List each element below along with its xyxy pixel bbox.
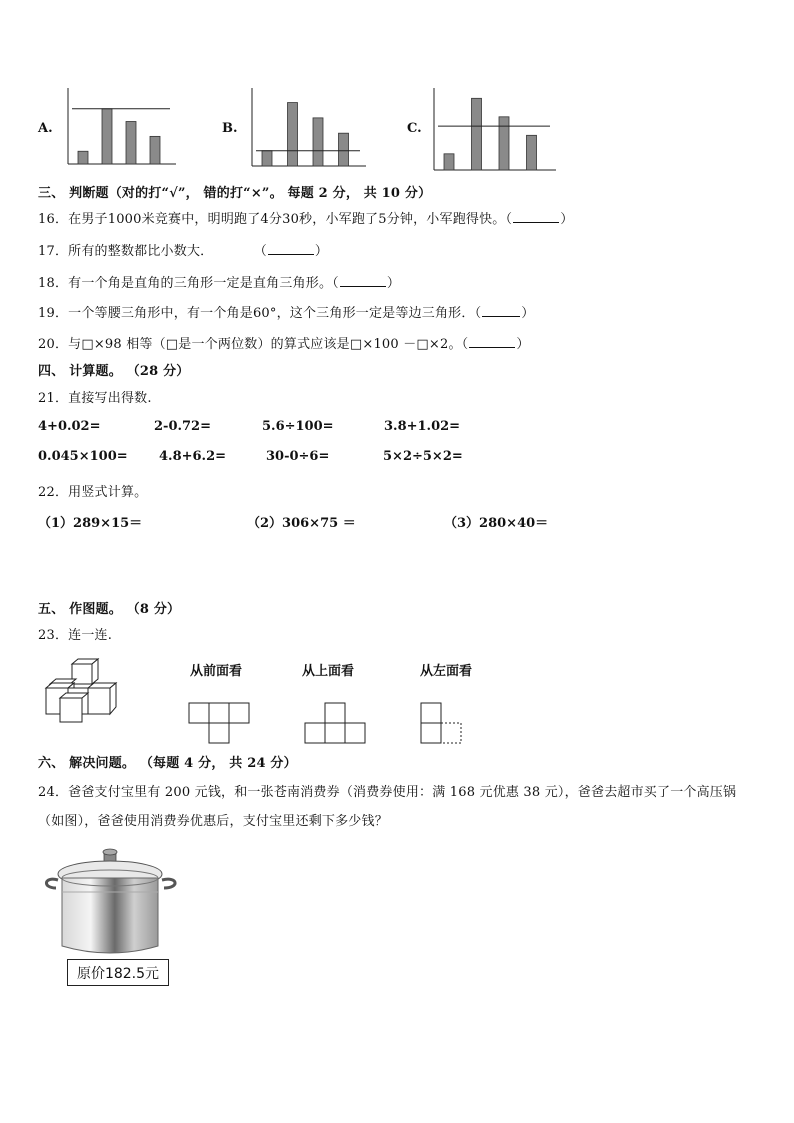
view-shape-2 (304, 702, 368, 746)
calc-1-3: 5.6÷100= (262, 419, 334, 434)
question-23: 23．连一连. (38, 628, 113, 643)
vertical-calc-3: （3）280×40＝ (444, 516, 549, 531)
question-19 (38, 302, 535, 321)
close-paren-16: ） (560, 212, 574, 227)
close-paren-20: ） (516, 337, 530, 352)
question-16 (38, 208, 573, 227)
answer-blank-18[interactable] (340, 276, 386, 287)
bar-3 (499, 117, 509, 170)
question-22: 22．用竖式计算。 (38, 485, 148, 500)
answer-blank-16[interactable] (513, 212, 559, 223)
section-5-title: 五、 作图题。 （8 分） (38, 602, 181, 617)
calc-2-2: 4.8+6.2= (159, 449, 227, 464)
answer-blank-19[interactable] (482, 306, 520, 317)
bar-3 (126, 122, 136, 165)
bar-1 (78, 151, 88, 164)
section-3-title: 三、 判断题（对的打“√”， 错的打“×”。 每题 2 分， 共 10 分） (38, 186, 432, 201)
view-label-front: 从前面看 (190, 664, 243, 679)
view-shape-1 (188, 702, 252, 746)
bar-4 (527, 135, 537, 170)
option-b-chart (248, 86, 370, 170)
vertical-calc-1: （1）289×15＝ (38, 516, 143, 531)
bar-2 (102, 109, 112, 164)
section-6-title: 六、 解决问题。 （每题 4 分， 共 24 分） (38, 756, 297, 771)
question-19-text: 19．一个等腰三角形中，有一个角是60°，这个三角形一定是等边三角形．（ (38, 306, 482, 321)
question-18 (38, 272, 400, 291)
question-20 (38, 333, 530, 352)
question-17 (38, 240, 328, 259)
view-label-top: 从上面看 (302, 664, 355, 679)
option-c-chart (430, 86, 560, 174)
price-tag: 原价182.5元 (67, 959, 169, 986)
close-paren-18: ） (386, 276, 401, 291)
option-c-label: C. (407, 121, 422, 136)
bar-4 (150, 136, 160, 164)
bar-3 (313, 118, 323, 166)
calc-2-1: 0.045×100= (38, 449, 128, 464)
calc-2-3: 30-0÷6= (266, 449, 330, 464)
bar-2 (288, 103, 298, 166)
question-21: 21．直接写出得数. (38, 391, 152, 406)
calc-2-4: 5×2÷5×2= (383, 449, 463, 464)
option-b-label: B. (222, 121, 238, 136)
question-24-line-2: （如图），爸爸使用消费券优惠后，支付宝里还剩下多少钱？ (38, 814, 388, 829)
view-label-left: 从左面看 (420, 664, 473, 679)
calc-1-2: 2-0.72= (154, 419, 211, 434)
answer-blank-20[interactable] (469, 337, 515, 348)
view-shape-3 (420, 702, 466, 746)
calc-1-4: 3.8+1.02= (384, 419, 461, 434)
option-a-chart (64, 86, 180, 168)
section-4-title: 四、 计算题。 （28 分） (38, 364, 190, 379)
calc-1-1: 4+0.02= (38, 419, 101, 434)
close-paren-17: ） (314, 244, 329, 259)
close-paren-19: ） (521, 306, 535, 321)
vertical-calc-2: （2）306×75 ＝ (247, 516, 356, 531)
bar-1 (444, 154, 454, 170)
option-a-label: A. (38, 121, 53, 136)
open-paren-17: （ (253, 244, 267, 259)
question-24-line-1: 24．爸爸支付宝里有 200 元钱，和一张苍南消费券（消费券使用：满 168 元优惠 38 元），爸爸去超市买了一个高压锅 (38, 785, 737, 800)
pressure-cooker-image (40, 848, 182, 958)
answer-blank-17[interactable] (268, 244, 314, 255)
question-20-text: 20．与□×98 相等（□是一个两位数）的算式应该是□×100 －□×2。（ (38, 337, 469, 352)
cube-stack-figure (42, 658, 126, 724)
bar-2 (472, 98, 482, 170)
question-17-text: 17．所有的整数都比小数大． (38, 244, 214, 259)
question-16-text: 16．在男子1000米竞赛中，明明跑了4分30秒，小军跑了5分钟，小军跑得快。（ (38, 212, 513, 227)
bar-1 (262, 151, 272, 166)
question-18-text: 18．有一个角是直角的三角形一定是直角三角形。（ (38, 276, 339, 291)
bar-4 (339, 133, 349, 166)
